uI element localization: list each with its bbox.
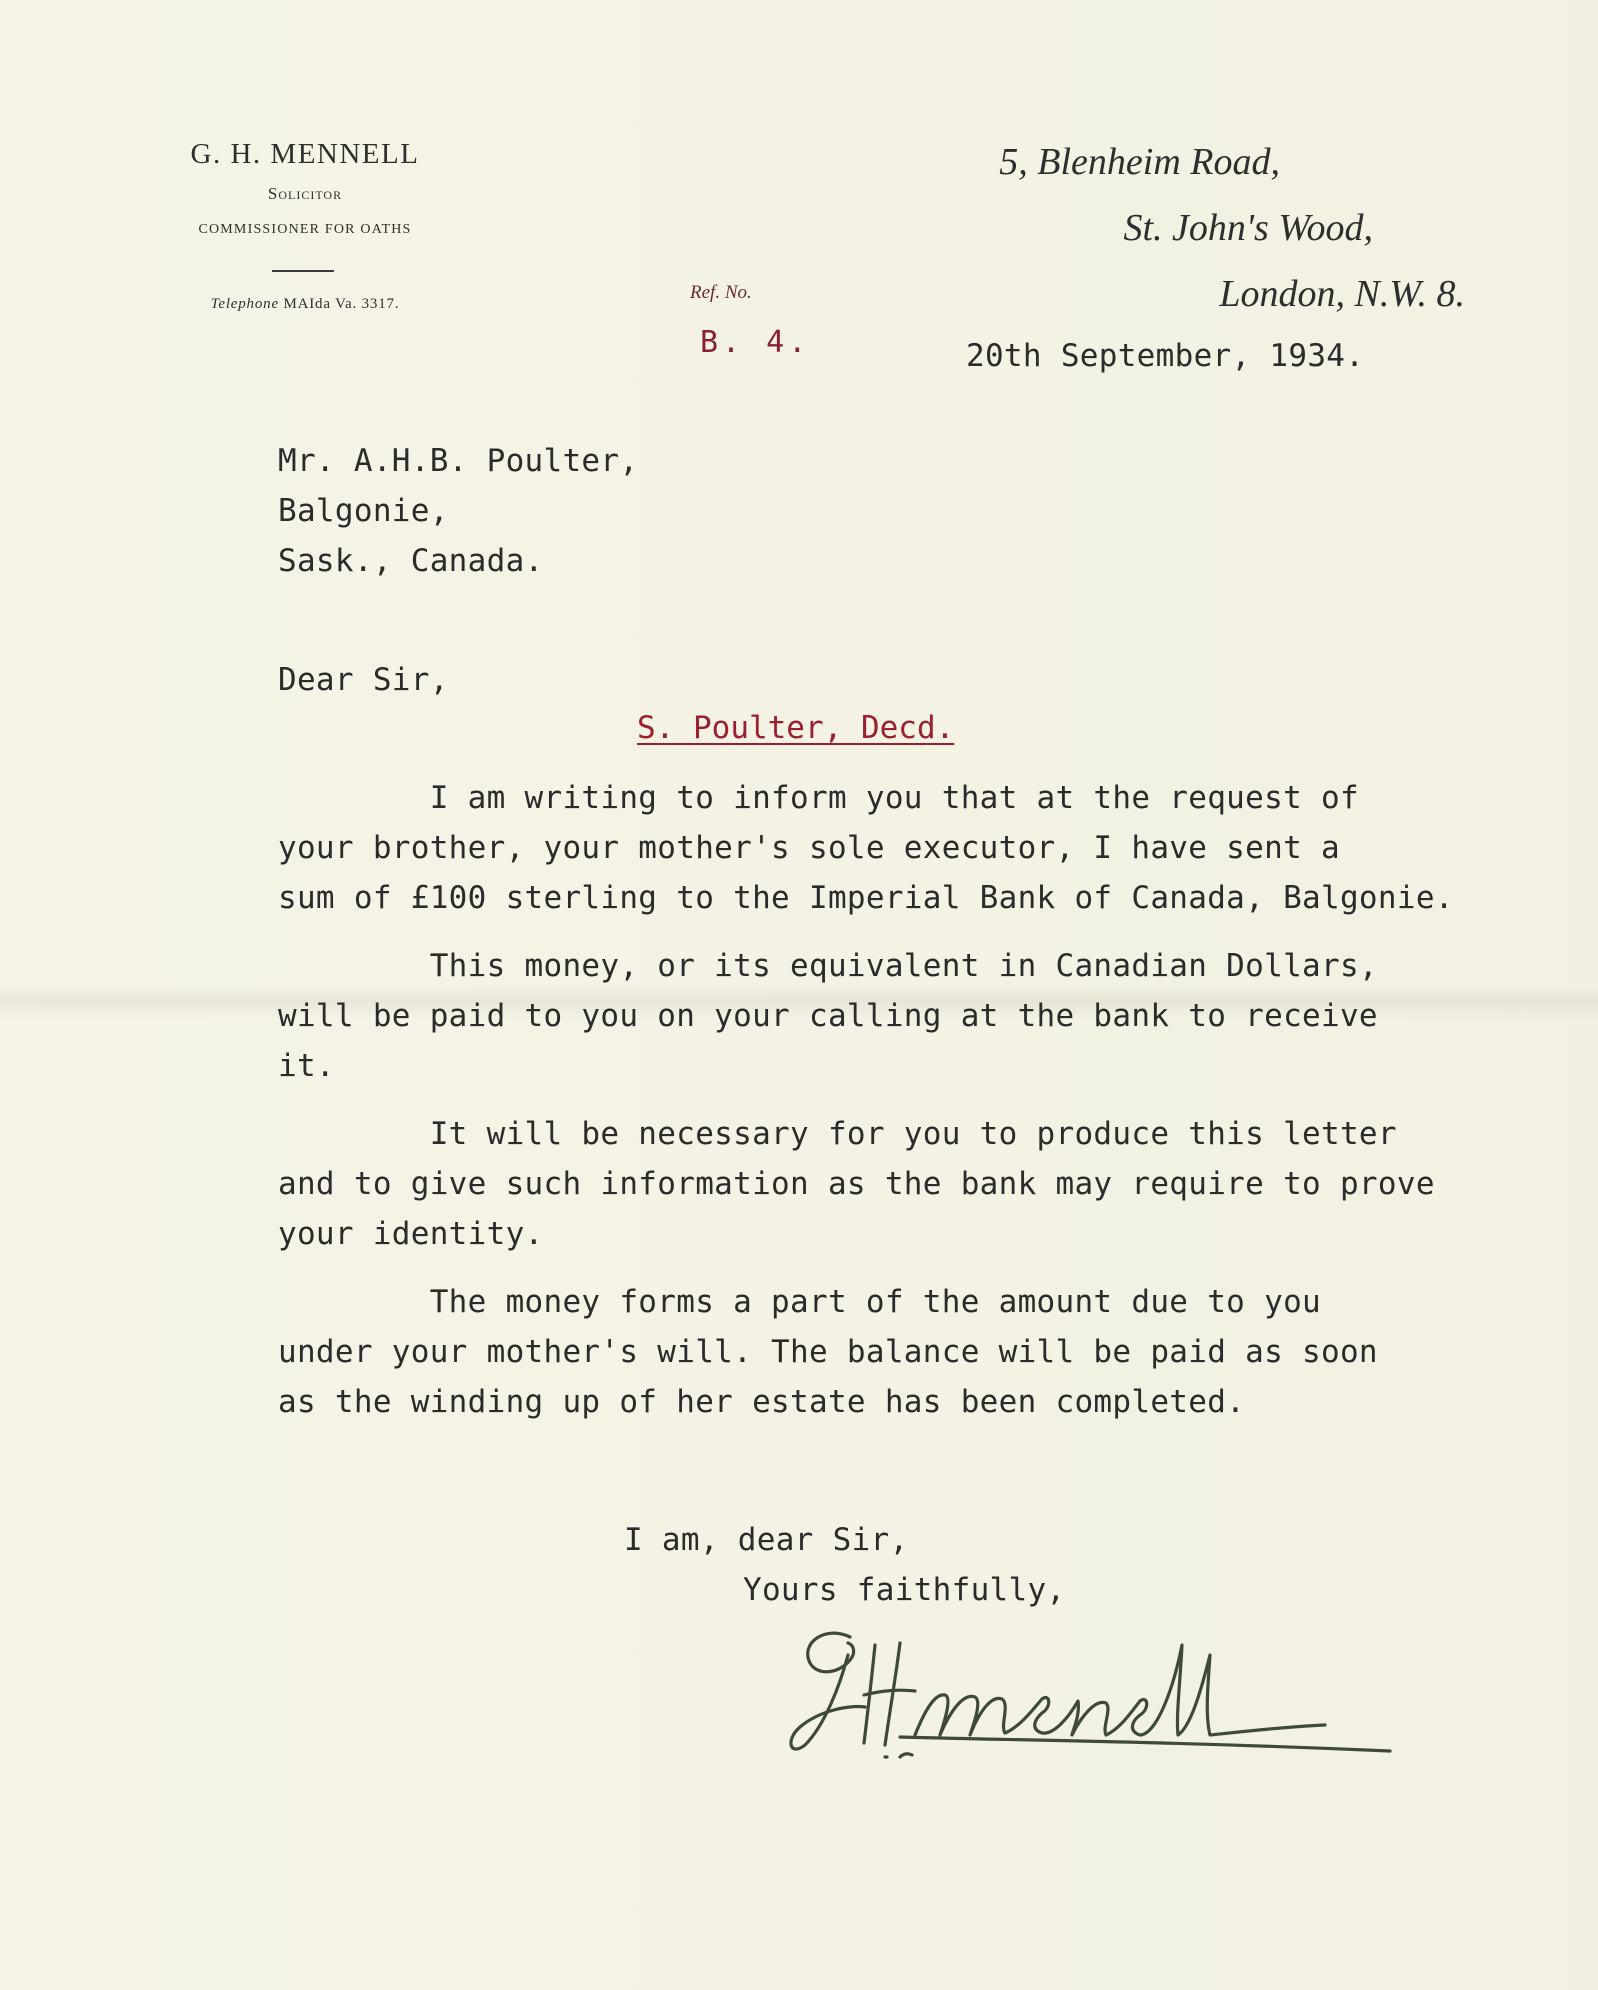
body-line: sum of £100 sterling to the Imperial Bank of Canada, Balgonie. [278,880,1454,916]
address-line-3: London, N.W. 8. [1219,273,1465,315]
recipient-line-2: Balgonie, [278,493,449,529]
letterhead-title: Solicitor [267,184,343,203]
telephone-label: Telephone [210,296,279,312]
recipient-line-1: Mr. A.H.B. Poulter, [278,443,639,479]
address-line-1: 5, Blenheim Road, [999,141,1280,183]
body-line: will be paid to you on your calling at the bank to receive [278,998,1378,1034]
body-line: as the winding up of her estate has been completed. [278,1384,1246,1420]
body-line: your identity. [278,1216,544,1252]
letter-date: 20th September, 1934. [966,338,1365,374]
body-line: and to give such information as the bank may require to prove [278,1166,1435,1202]
body-line: It will be necessary for you to produce this letter [278,1116,1397,1152]
letterhead-name: G. H. MENNELL [190,138,420,170]
reference-value: B. 4. [700,325,811,360]
body-line: This money, or its equivalent in Canadian Dollars, [278,948,1378,984]
body-line: it. [278,1048,335,1084]
letterhead-telephone [150,296,460,313]
subject-line: S. Poulter, Decd. [637,710,955,746]
closing-line-1: I am, dear Sir, [624,1522,909,1558]
address-line-2: St. John's Wood, [1123,207,1373,249]
body-line: I am writing to inform you that at the request of [278,780,1359,816]
body-line: under your mother's will. The balance will be paid as soon [278,1334,1378,1370]
closing-line-2: Yours faithfully, [743,1572,1066,1608]
reference-label: Ref. No. [690,282,752,303]
body-line: The money forms a part of the amount due to you [278,1284,1321,1320]
letterhead-role: COMMISSIONER FOR OATHS [198,222,412,237]
recipient-line-3: Sask., Canada. [278,543,544,579]
telephone-value: MAIda Va. 3317. [283,296,400,312]
signature-image [780,1615,1430,1765]
letterhead-divider [272,270,334,272]
salutation: Dear Sir, [278,662,449,698]
body-line: your brother, your mother's sole executor, I have sent a [278,830,1340,866]
